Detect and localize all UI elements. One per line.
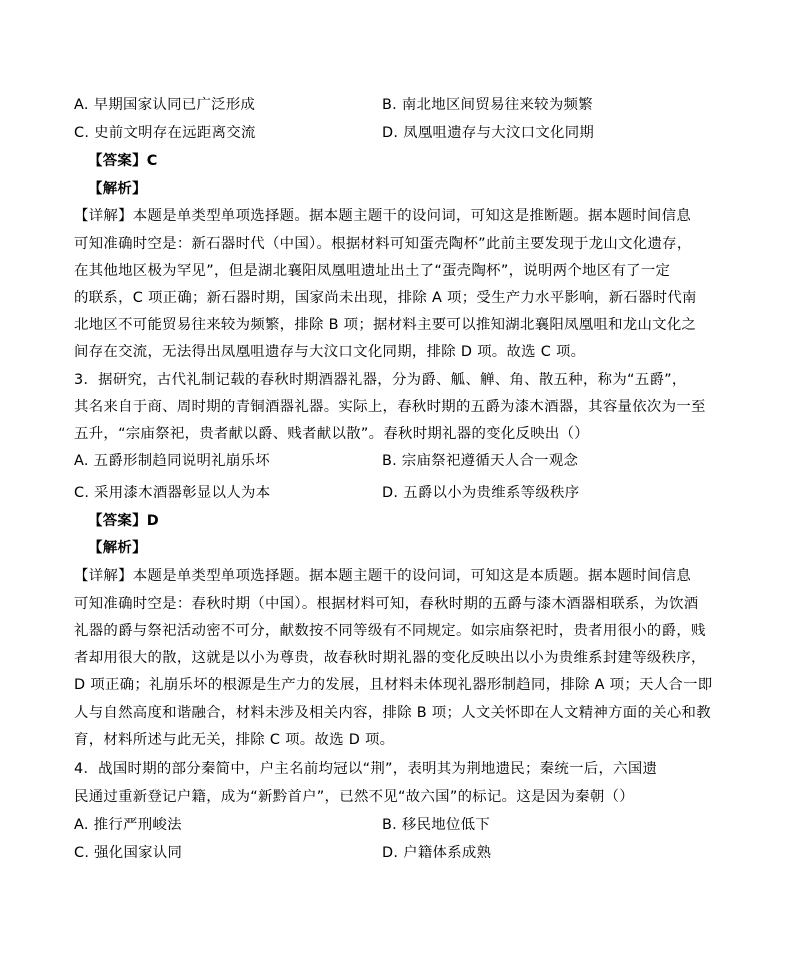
answer-label: 【答案】 bbox=[88, 153, 147, 169]
q2-answer bbox=[88, 152, 158, 170]
q3-detail-line: 【详解】本题是单类型单项选择题。据本题主题干的设问词，可知这是本质题。据本题时间信息 bbox=[74, 568, 692, 584]
q3-detail-line: 育，材料所述与此无关，排除 C 项。故选 D 项。 bbox=[74, 732, 395, 748]
q2-detail-line: 在其他地区极为罕见”，但是湖北襄阳凤凰咀遗址出土了“蛋壳陶杯”，说明两个地区有了一定 bbox=[74, 263, 671, 279]
answer-value: D bbox=[146, 513, 160, 529]
q3-detail-line: 礼器的爵与祭祀活动密不可分，献数按不同等级有不同规定。如宗庙祭祀时，贵者用很小的爵，贱 bbox=[74, 623, 706, 639]
q3-detail-line: 可知准确时空是：春秋时期（中国）。根据材料可知，春秋时期的五爵与漆木酒器相联系，为饮酒 bbox=[74, 596, 699, 612]
q2-analysis-label: 【解析】 bbox=[88, 181, 147, 197]
q3-detail-line: 者却用很大的散，这就是以小为尊贵，故春秋时期礼器的变化反映出以小为贵维系封建等级秩序， bbox=[74, 650, 706, 666]
q4-stem-line: 4．战国时期的部分秦简中，户主名前均冠以“荆”，表明其为荆地遗民；秦统一后，六国遗 bbox=[74, 761, 658, 777]
q3-detail-line: D 项正确；礼崩乐坏的根源是生产力的发展，且材料未体现礼器形制趋同，排除 A 项；天人合一即 bbox=[74, 677, 713, 693]
q2-detail-line: 北地区不可能贸易往来较为频繁，排除 B 项；据材料主要可以推知湖北襄阳凤凰咀和龙山文化之 bbox=[74, 317, 697, 333]
q3-answer bbox=[88, 512, 159, 530]
q3-analysis-label: 【解析】 bbox=[88, 540, 147, 556]
q4-stem-line: 民通过重新登记户籍，成为“新黔首户”，已然不见“故六国”的标记。这是因为秦朝（） bbox=[74, 789, 634, 805]
q4-option-a: A. 推行严刑峻法 bbox=[74, 817, 182, 833]
answer-label: 【答案】 bbox=[88, 513, 147, 529]
q2-detail-line: 间存在交流，无法得出凤凰咀遗存与大汶口文化同期，排除 D 项。故选 C 项。 bbox=[74, 344, 586, 360]
q4-option-c: C. 强化国家认同 bbox=[74, 845, 183, 861]
q3-option-a: A. 五爵形制趋同说明礼崩乐坏 bbox=[74, 453, 270, 469]
q3-detail-line: 人与自然高度和谐融合，材料未涉及相关内容，排除 B 项；人文关怀即在人文精神方面的关心和教 bbox=[74, 705, 711, 721]
q4-option-d: D. 户籍体系成熟 bbox=[382, 845, 492, 861]
q2-detail-line: 【详解】本题是单类型单项选择题。据本题主题干的设问词，可知这是推断题。据本题时间信息 bbox=[74, 208, 692, 224]
q2-detail-line: 可知准确时空是：新石器时代（中国）。根据材料可知蛋壳陶杯”此前主要发现于龙山文化遗存， bbox=[74, 236, 692, 252]
q3-stem-line: 3．据研究，古代礼制记载的春秋时期酒器礼器，分为爵、觚、觯、角、散五种，称为“五爵”， bbox=[74, 372, 687, 388]
q3-stem-line: 其名来自于商、周时期的青铜酒器礼器。实际上，春秋时期的五爵为漆木酒器，其容量依次为一至 bbox=[74, 399, 706, 415]
answer-value: C bbox=[146, 153, 158, 169]
q2-option-c: C. 史前文明存在远距离交流 bbox=[74, 125, 256, 141]
q3-stem-line: 五升，“宗庙祭祀，贵者献以爵、贱者献以散”。春秋时期礼器的变化反映出（） bbox=[74, 426, 589, 442]
q3-option-d: D. 五爵以小为贵维系等级秩序 bbox=[382, 485, 580, 501]
q2-option-a: A. 早期国家认同已广泛形成 bbox=[74, 97, 256, 113]
q3-option-b: B. 宗庙祭祀遵循天人合一观念 bbox=[382, 453, 579, 469]
q2-option-d: D. 凤凰咀遗存与大汶口文化同期 bbox=[382, 125, 595, 141]
q3-option-c: C. 采用漆木酒器彰显以人为本 bbox=[74, 485, 271, 501]
q2-detail-line: 的联系，C 项正确；新石器时期，国家尚未出现，排除 A 项；受生产力水平影响，新石器时代南 bbox=[74, 290, 697, 306]
q2-option-b: B. 南北地区间贸易往来较为频繁 bbox=[382, 97, 593, 113]
q4-option-b: B. 移民地位低下 bbox=[382, 817, 491, 833]
